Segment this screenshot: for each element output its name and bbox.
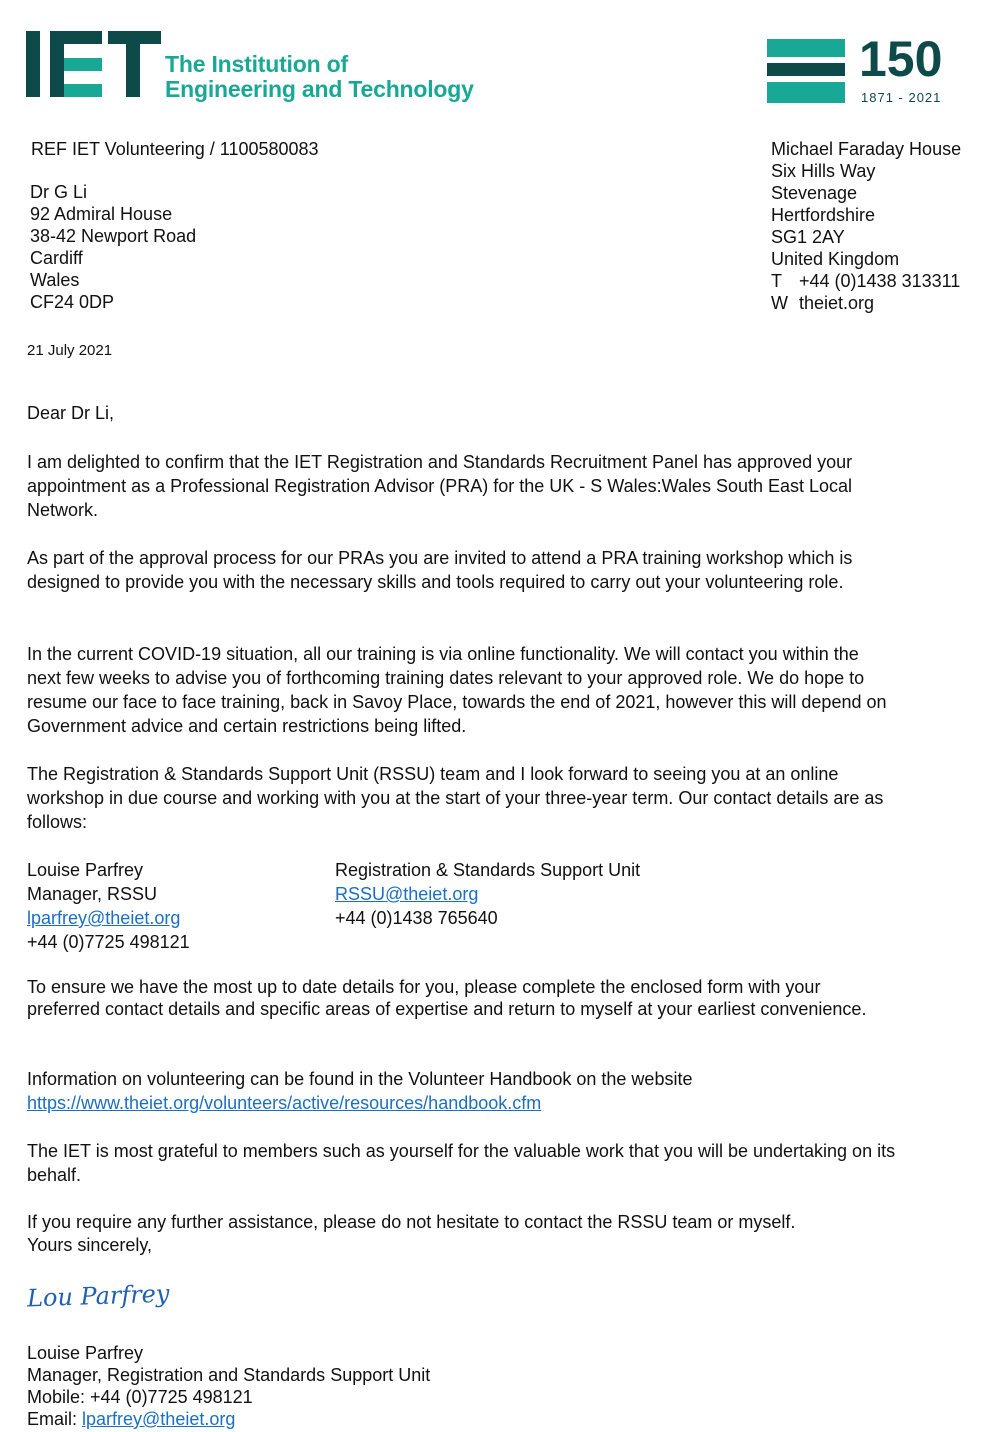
sender-line: Stevenage [771, 183, 858, 203]
anniversary-logo [767, 31, 947, 105]
signoff-mobile: Mobile: +44 (0)7725 498121 [27, 1387, 253, 1407]
signoff-block [27, 1342, 430, 1430]
sender-address [771, 138, 961, 314]
recipient-line: Dr G Li [30, 182, 88, 202]
sender-telephone [771, 270, 961, 292]
sender-line: SG1 2AY [771, 227, 845, 247]
iet-logo-mark [26, 31, 161, 97]
unit-name: Registration & Standards Support Unit [335, 860, 641, 880]
sender-line: Michael Faraday House [771, 139, 962, 159]
signoff-email [27, 1408, 430, 1430]
website-label: W [771, 293, 788, 313]
recipient-line: 92 Admiral House [30, 204, 173, 224]
anniversary-number: 150 [859, 31, 943, 87]
closing: Yours sincerely, [27, 1235, 153, 1255]
paragraph-assistance [27, 1211, 795, 1257]
sender-line: Six Hills Way [771, 161, 876, 181]
sender-line: United Kingdom [771, 249, 900, 269]
telephone-number: +44 (0)1438 313311 [799, 271, 961, 291]
signoff-name: Louise Parfrey [27, 1343, 144, 1363]
paragraph-approval: I am delighted to confirm that the IET Registration and Standards Recruitment Panel has approved your appointment as a Professional Registration Advisor (PRA) for the UK - S Wales:Wales South East Local Network. [27, 452, 853, 520]
paragraph-form: To ensure we have the most up to date details for you, please complete the enclosed form with your preferred contact details and specific areas of expertise and return to myself at your earliest convenience. [27, 977, 867, 1019]
contact-phone: +44 (0)7725 498121 [27, 932, 190, 952]
telephone-label: T [771, 271, 782, 291]
paragraph-covid: In the current COVID-19 situation, all our training is via online functionality. We will contact you within the next few weeks to advise you of forthcoming training dates relevant to your approved role. We do hope to resume our face to face training, back in Savoy Place, towards the end of 2021, however this will depend on Government advice and certain restrictions being lifted. [27, 644, 887, 736]
salutation: Dear Dr Li, [27, 403, 115, 423]
logo-line-1: The Institution of [165, 51, 348, 77]
recipient-line: Cardiff [30, 248, 83, 268]
iet-logo [26, 31, 474, 102]
paragraph-handbook [27, 1067, 692, 1115]
contact-email-link[interactable]: lparfrey@theiet.org [27, 908, 181, 928]
sender-line: Hertfordshire [771, 205, 876, 225]
recipient-address [30, 181, 196, 313]
contact-name: Louise Parfrey [27, 860, 144, 880]
handbook-link[interactable]: https://www.theiet.org/volunteers/active/resources/handbook.cfm [27, 1093, 542, 1113]
anniversary-bars [767, 39, 847, 105]
signature: Lou Parfrey [26, 1279, 170, 1313]
handbook-text: Information on volunteering can be found in the Volunteer Handbook on the website [27, 1069, 693, 1089]
anniversary-years: 1871 - 2021 [861, 90, 942, 105]
paragraph-contact-intro: The Registration & Standards Support Unit (RSSU) team and I look forward to seeing you at an online workshop in due course and working with you at the start of your three-year term. Our contact details are as follows: [27, 764, 884, 832]
website-text: theiet.org [799, 293, 875, 313]
paragraph-training: As part of the approval process for our PRAs you are invited to attend a PRA training workshop which is designed to provide you with the necessary skills and tools required to carry out your volunteering role. [27, 548, 853, 592]
assistance-text: If you require any further assistance, please do not hesitate to contact the RSSU team or myself. [27, 1212, 796, 1232]
unit-email-link[interactable]: RSSU@theiet.org [335, 884, 479, 904]
contact-title: Manager, RSSU [27, 884, 158, 904]
reference: REF IET Volunteering / 1100580083 [31, 139, 319, 159]
logo-line-2: Engineering and Technology [165, 76, 474, 102]
signoff-email-label: Email: [27, 1409, 83, 1429]
contact-left [27, 858, 190, 954]
recipient-line: CF24 0DP [30, 292, 115, 312]
paragraph-grateful: The IET is most grateful to members such as yourself for the valuable work that you will be undertaking on its behalf. [27, 1141, 896, 1185]
signoff-title: Manager, Registration and Standards Support Unit [27, 1365, 431, 1385]
contact-right [335, 858, 640, 930]
recipient-line: Wales [30, 270, 80, 290]
unit-phone: +44 (0)1438 765640 [335, 908, 498, 928]
signoff-email-link[interactable]: lparfrey@theiet.org [82, 1409, 236, 1429]
recipient-line: 38-42 Newport Road [30, 226, 197, 246]
letter-date: 21 July 2021 [27, 342, 113, 359]
sender-website [771, 292, 961, 314]
